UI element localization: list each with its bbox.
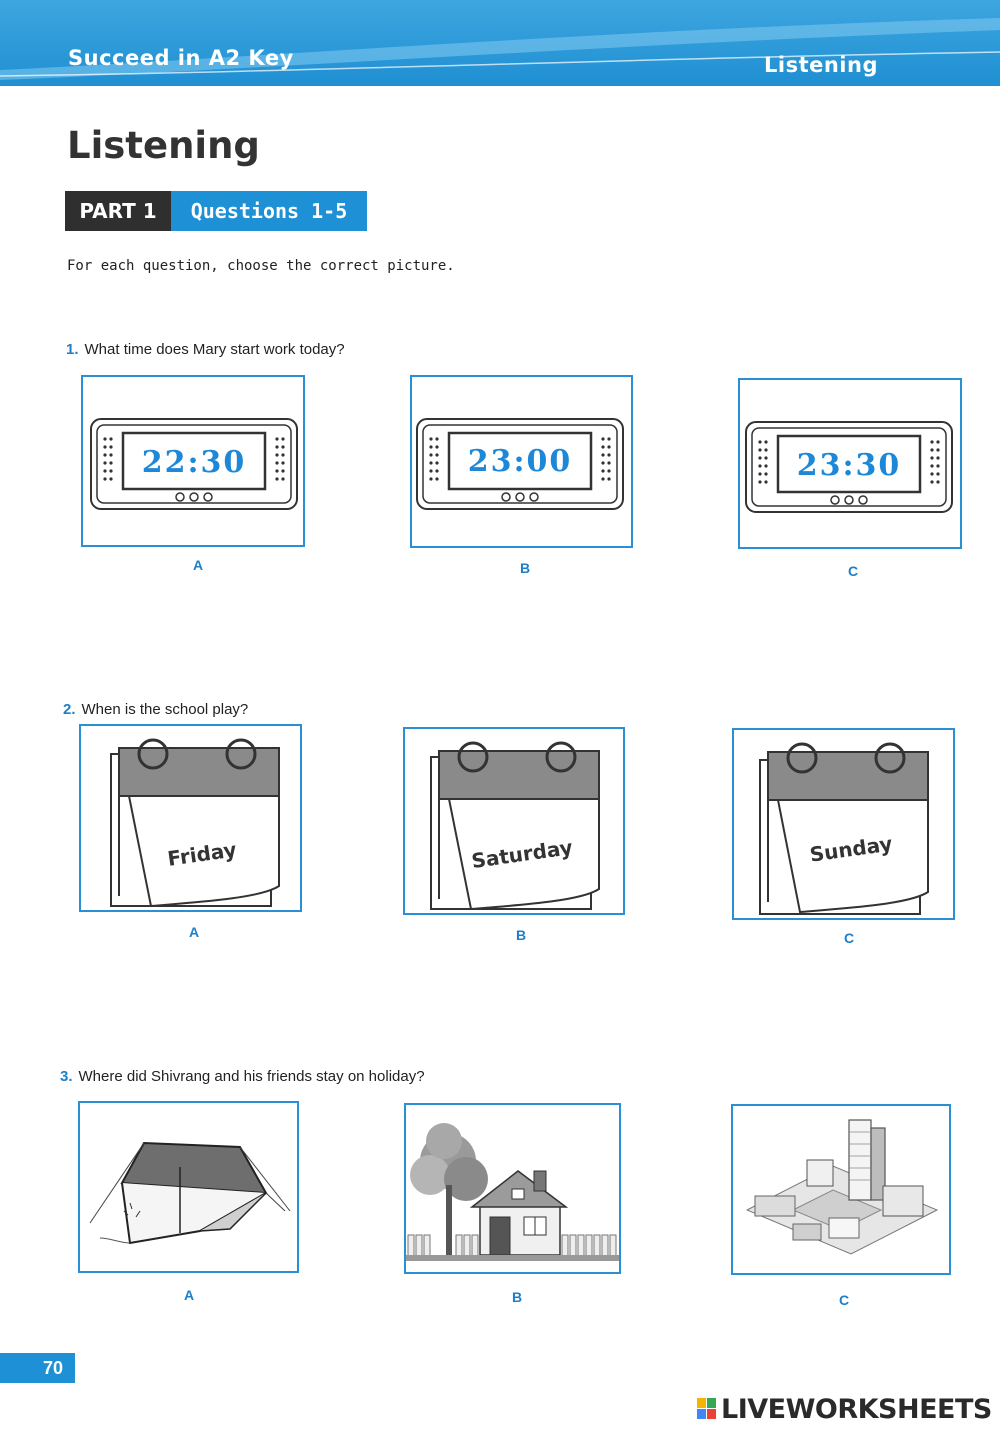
question-text: Where did Shivrang and his friends stay on holiday? <box>78 1068 425 1085</box>
calendar-icon <box>81 726 300 910</box>
digital-clock-icon <box>83 377 303 545</box>
instruction-text: For each question, choose the correct picture. <box>67 258 455 274</box>
question-number: 2. <box>63 701 76 718</box>
house-icon <box>406 1105 619 1272</box>
clock-time: 23:30 <box>796 448 902 483</box>
liveworksheets-watermark: LIVEWORKSHEETS <box>721 1393 992 1425</box>
question-text: What time does Mary start work today? <box>84 341 345 358</box>
option-2c-picture[interactable] <box>732 728 955 920</box>
calendar-icon <box>734 730 953 918</box>
header-banner <box>0 0 1000 86</box>
option-letter: B <box>516 927 527 943</box>
page-title: Listening <box>67 124 260 167</box>
clock-time: 22:30 <box>141 445 247 480</box>
option-1b-picture[interactable] <box>410 375 633 548</box>
part-badge: PART 1 <box>65 191 171 231</box>
calendar-day: Saturday <box>469 835 575 874</box>
book-title: Succeed in A2 Key <box>68 46 294 70</box>
option-letter: C <box>848 563 859 579</box>
question-3 <box>60 1068 425 1085</box>
question-number: 3. <box>60 1068 73 1085</box>
question-2 <box>63 701 248 718</box>
option-letter: A <box>184 1287 195 1303</box>
option-2b-picture[interactable] <box>403 727 625 915</box>
option-3b-picture[interactable] <box>404 1103 621 1274</box>
option-3a-picture[interactable] <box>78 1101 299 1273</box>
clock-time: 23:00 <box>467 444 573 479</box>
digital-clock-icon <box>740 380 960 547</box>
option-1c-picture[interactable] <box>738 378 962 549</box>
section-title: Listening <box>764 53 878 77</box>
questions-badge: Questions 1-5 <box>171 191 367 231</box>
option-letter: A <box>189 924 200 940</box>
digital-clock-icon <box>412 377 631 546</box>
option-2a-picture[interactable] <box>79 724 302 912</box>
calendar-day: Sunday <box>808 831 894 867</box>
option-3c-picture[interactable] <box>731 1104 951 1275</box>
question-1 <box>66 341 345 358</box>
calendar-icon <box>405 729 623 913</box>
page-number: 70 <box>0 1353 75 1383</box>
option-letter: B <box>512 1289 523 1305</box>
option-1a-picture[interactable] <box>81 375 305 547</box>
option-letter: B <box>520 560 531 576</box>
city-icon <box>733 1106 949 1273</box>
liveworksheets-logo <box>697 1394 992 1424</box>
question-number: 1. <box>66 341 79 358</box>
liveworksheets-mark-icon <box>697 1398 717 1420</box>
calendar-day: Friday <box>166 837 239 871</box>
tent-icon <box>80 1103 297 1271</box>
option-letter: A <box>193 557 204 573</box>
question-text: When is the school play? <box>81 701 249 718</box>
option-letter: C <box>844 930 855 946</box>
option-letter: C <box>839 1292 850 1308</box>
